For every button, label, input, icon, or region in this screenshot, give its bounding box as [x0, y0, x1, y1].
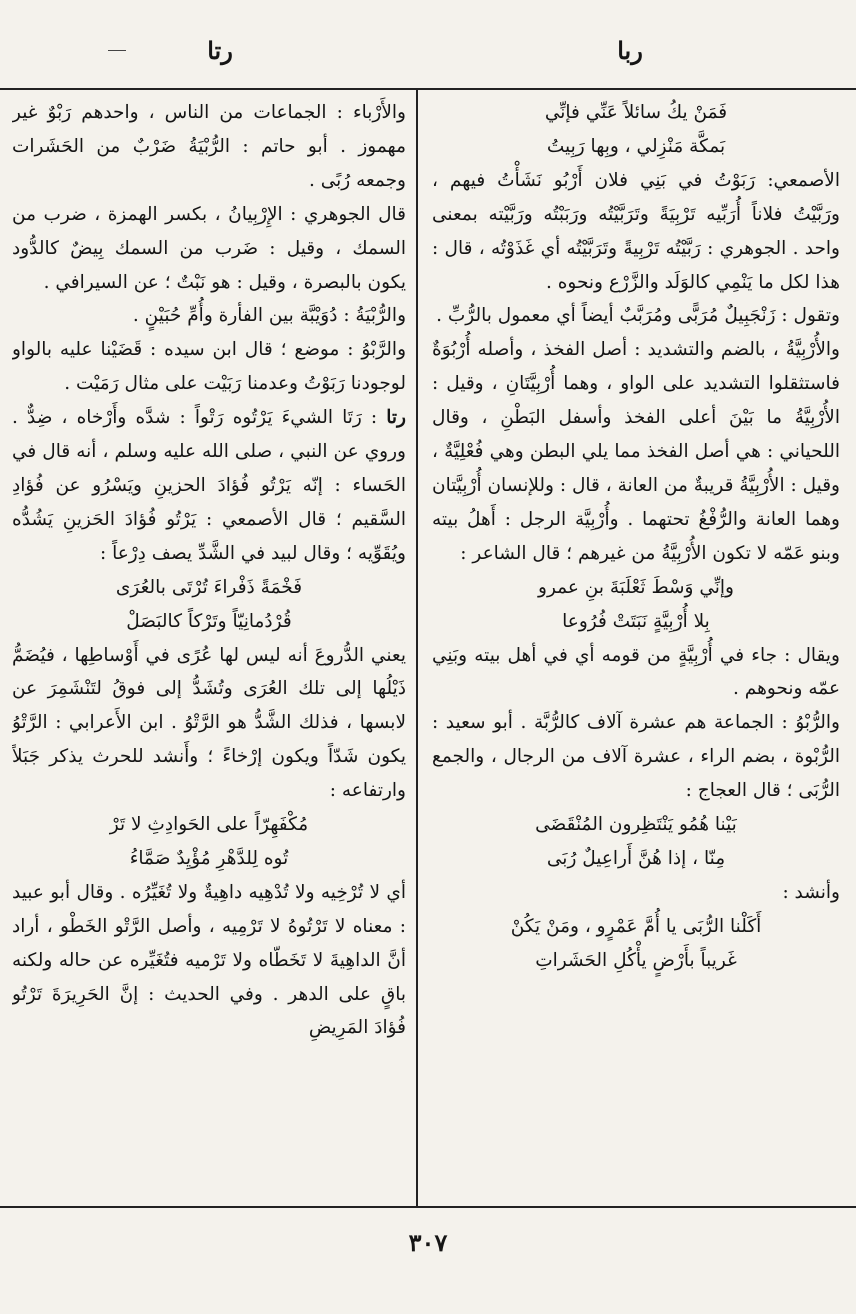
page-number: ٣٠٧: [408, 1228, 448, 1257]
paragraph: قال الجوهري : الإِرْبِيانُ ، بكسر الهمزة ، ضرب من السمك ، وقيل : ضَرب من السمك بِيضٌ كالدُّود يكون بالبصرة ، وقيل : هو نَبْتٌ ؛ عن السيرافي .: [12, 203, 406, 293]
left-column-header: رتا: [207, 36, 233, 65]
verse-line: بَمكَّة مَنْزِلي ، وبِها رَبِيتُ: [546, 135, 726, 157]
paragraph: والرَّبْوُ : موضع ؛ قال ابن سيده : قَضَيْنا عليه بالواو لوجودنا رَبَوْتُ وعدمنا رَبَيْت على مثال رَمَيْت .: [12, 339, 406, 395]
paragraph: الأصمعي: رَبَوْتُ في بَنِي فلان أَرْبُو نَشَأْتُ فيهم ، ورَبَّيْتُ فلاناً أُرَبِّيه تَرْبِيَةً وتَرَبَّيْتُه ورَبَبْتُه ورَبَّيْته بمعنى واحد . الجوهري : رَبَّيْتُه تَرْبِيةً وتَرَبَّيْتُه أي غَذَوْتُه ، قال : هذا لكل ما يَنْمِي كالوَلَد والزَّرْع ونحوه .: [432, 169, 840, 293]
right-column-header: ربا: [617, 36, 643, 65]
paragraph: ويقال : جاء في أُرْبِيَّةٍ من قومه أي في أهل بيته وبَنِي عمّه ونحوهم .: [432, 644, 840, 700]
verse-line: أَكَلْنا الرُّبَى يا أُمَّ عَمْرٍو ، ومَنْ يَكُنْ: [510, 915, 762, 937]
bottom-rule: [0, 1206, 856, 1208]
paragraph: والرُّبْيَةُ : دُوَيْبَّة بين الفأرة وأُمِّ حُبَيْنٍ .: [132, 305, 406, 327]
verse-line: فَمَنْ يكُ سائلاً عَنِّي فإنِّي: [544, 102, 728, 123]
verse-line: بَيْنا هُمُو يَنْتَظِرون المُنْقَضَى: [535, 814, 737, 836]
paragraph: وتقول : زَنْجَبِيلٌ مُرَبًّى ومُرَبَّبٌ أيضاً أي معمول بالرُّبِّ .: [436, 305, 840, 327]
paragraph: والأُرْبِيَّةُ ، بالضم والتشديد : أصل الفخذ ، وأصله أُرْبُوَةٌ فاستثقلوا التشديد على الواو ، وهما أُرْبِيَّتَانِ ، وقيل : الأُرْبِيَّةُ ما بَيْنَ أعلى الفخذ وأسفل البَطْنِ ، وقال اللحياني : هي أصل الفخذ مما يلي البطن وهي فُعْلِيَّةٌ ، وقيل : الأُرْبِيَّةُ قريبةٌ من العانة ، قال : وللإنسان أُرْبِيَّتان وهما العانة والرُّفْغُ تحتهما . وأُرْبِيَّة الرجل : أَهلُ بيته وبنو عَمّه لا تكون الأُرْبِيَّةُ من غيرهم ؛ قال الشاعر :: [432, 339, 840, 564]
verse-line: مُكْفَهِرّاً على الحَوادِثِ لا تَرْ: [109, 814, 309, 836]
header-tick-mark: [108, 50, 126, 51]
entry-head-word: رتا: [386, 407, 406, 429]
verse-line: قُرْدُمانِيّاً وتَرْكاً كالبَصَلْ: [126, 610, 292, 632]
right-column: [432, 96, 840, 1200]
entry-paragraph: [12, 401, 406, 571]
top-rule: [0, 88, 856, 90]
paragraph: يعني الدُّروعَ أنه ليس لها عُرًى في أَوْساطِها ، فيُضَمُّ ذَيْلُها إلى تلك العُرَى وتُشَدُّ إلى فوقُ لتَنْشَمِرَ عن لابسها ، فذلك الشَّدُّ هو الرَّتْوُ . ابن الأَعرابي : الرَّتْوُ يكون شَدّاً ويكون إرْخاءً ؛ وأَنشد للحرث يذكر جَبَلاً وارتفاعه :: [12, 644, 406, 802]
entry-text: : رَتَا الشيءَ يَرْتُوه رَتْواً : شدَّه وأَرْخاه ، ضِدٌّ . وروي عن النبي ، صلى الله عليه وسلم ، أنه قال في الحَساء : إنّه يَرْتُو فُؤادَ الحزينِ ويَسْرُو عن فُؤادِ السَّقيم ؛ قال الأصمعي : يَرْتُو فُؤادَ الحَزينِ يَشُدُّه ويُقَوِّيه ؛ وقال لبيد في الشَّدِّ يصف دِرْعاً :: [12, 407, 406, 564]
paragraph: والأَرْباء : الجماعات من الناس ، واحدهم رَبْوٌ غير مهموز . أبو حاتم : الرُّبْيَةُ ضَرْبٌ من الحَشَرات وجمعه رُبًى .: [12, 102, 406, 191]
paragraph: أي لا تُرْخِيه ولا تُدْهِيه داهِيةٌ ولا تُغَيِّرُه . وقال أبو عبيد : معناه لا تَرْتُوهُ لا تَرْمِيه ، وأصل الرَّتْو الخَطْو ، أراد أنَّ الداهِيةَ لا تَخَطّاه ولا تَرْميه فتُغَيِّره عن حاله ولكنه باقٍ على الدهر . وفي الحديث : إنَّ الحَرِيرَةَ تَرْتُو فُؤادَ المَرِيضِ: [12, 881, 406, 1039]
paragraph: وأنشد :: [782, 881, 840, 903]
verse-line: بِلا أُرْبِيَّةٍ نَبَتَتْ فُرُوعا: [562, 610, 710, 632]
verse-line: وإنِّي وَسْطَ ثَعْلَبَةَ بنِ عمرو: [538, 576, 734, 598]
left-column: [12, 96, 406, 1200]
verse-line: غَريباً بأَرْضٍ يأْكُلِ الحَشَراتِ: [535, 949, 737, 971]
verse-line: تُوه لِلدَّهْرِ مُؤْيِدٌ صَمَّاءُ: [129, 847, 289, 869]
verse-line: مِنّا ، إذا هُنَّ أَراعِيلٌ رُبَى: [546, 847, 726, 869]
verse-line: فَخْمَةً ذَفْراءَ تُرْتَى بالعُرَى: [115, 576, 303, 598]
paragraph: والرُّبْوُ : الجماعة هم عشرة آلاف كالرُّبَّة . أبو سعيد : الرُّبْوة ، بضم الراء ، عشرة آلاف من الرجال ، والجمع الرُّبَى ؛ قال العجاج :: [432, 712, 840, 802]
column-divider: [416, 88, 418, 1206]
